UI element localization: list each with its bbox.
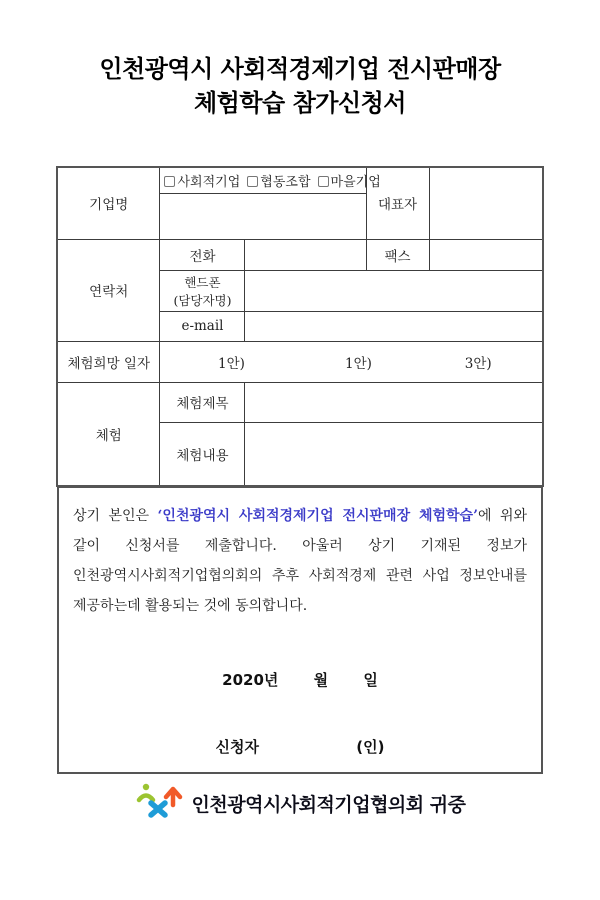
- checkbox-social-enterprise[interactable]: [164, 176, 175, 187]
- company-type-social: [164, 175, 240, 190]
- checkbox-social-enterprise-label: 사회적기업: [177, 174, 241, 190]
- email-label: e-mail: [160, 311, 245, 341]
- checkbox-cooperative-label: 협동조합: [260, 174, 311, 190]
- date-option-1: 1안): [218, 355, 245, 372]
- mobile-label: [160, 270, 245, 311]
- applicant-line: [59, 736, 541, 757]
- fax-input-cell[interactable]: [429, 239, 543, 270]
- checkbox-village-enterprise-label: 마을기업: [330, 174, 381, 190]
- recipient-line: [59, 781, 541, 825]
- fax-label: 팩스: [366, 239, 429, 270]
- signature-day: 일: [363, 671, 378, 689]
- agreement-highlight: ‘인천광역시 사회적경제기업 전시판매장 체험학습’: [157, 508, 478, 524]
- experience-title-label: 체험제목: [160, 382, 245, 422]
- experience-content-input-cell[interactable]: [245, 422, 543, 486]
- date-option-2: 1안): [345, 355, 372, 372]
- company-type-checkboxes: [160, 167, 381, 193]
- org-logo-icon: [135, 781, 183, 825]
- email-input-cell[interactable]: [245, 311, 543, 341]
- applicant-label: 신청자: [215, 738, 260, 756]
- company-name-label: 기업명: [57, 167, 160, 239]
- phone-label: 전화: [160, 239, 245, 270]
- application-form-page: [0, 52, 600, 816]
- phone-input-cell[interactable]: [245, 239, 366, 270]
- application-table: [56, 166, 544, 487]
- signature-month: 월: [313, 671, 329, 689]
- contact-label: 연락처: [57, 239, 160, 341]
- seal-label: (인): [356, 738, 385, 756]
- experience-title-input-cell[interactable]: [245, 382, 543, 422]
- experience-content-label: 체험내용: [160, 422, 245, 486]
- representative-label: 대표자: [366, 167, 429, 239]
- experience-date-label: 체험희망 일자: [57, 341, 160, 382]
- company-type-village: [318, 175, 381, 190]
- agreement-section: [57, 486, 543, 816]
- recipient-text: 인천광역시사회적기업협의회 귀중: [191, 793, 466, 816]
- date-option-3: 3안): [464, 355, 492, 372]
- agreement-suffix: 에 위와 같이 신청서를 제출합니다. 아울러 상기 기재된 정보가 인천광역시사회적기업협의회의 추후 사회적경제 관련 사업 정보안내를 제공하는데 활용되는 것에 동의합니다.: [73, 508, 527, 614]
- agreement-prefix: 상기 본인은: [73, 508, 158, 524]
- checkbox-cooperative[interactable]: [247, 176, 258, 187]
- representative-input-cell[interactable]: [429, 167, 543, 239]
- signature-year: 2020년: [222, 671, 279, 689]
- signature-date-line: [59, 669, 541, 690]
- experience-date-options[interactable]: [160, 341, 543, 382]
- company-type-coop: [247, 175, 310, 190]
- checkbox-village-enterprise[interactable]: [318, 176, 329, 187]
- agreement-text: [59, 488, 541, 621]
- mobile-input-cell[interactable]: [245, 270, 543, 311]
- experience-label: 체험: [57, 382, 160, 486]
- company-name-input-cell[interactable]: [160, 193, 366, 239]
- form-title-line2: 체험학습 참가신청서: [193, 89, 406, 117]
- form-title: [0, 52, 600, 120]
- mobile-label-sub: (담당자명): [173, 292, 232, 308]
- mobile-label-main: 핸드폰: [184, 274, 221, 290]
- form-title-line1: 인천광역시 사회적경제기업 전시판매장: [99, 55, 501, 83]
